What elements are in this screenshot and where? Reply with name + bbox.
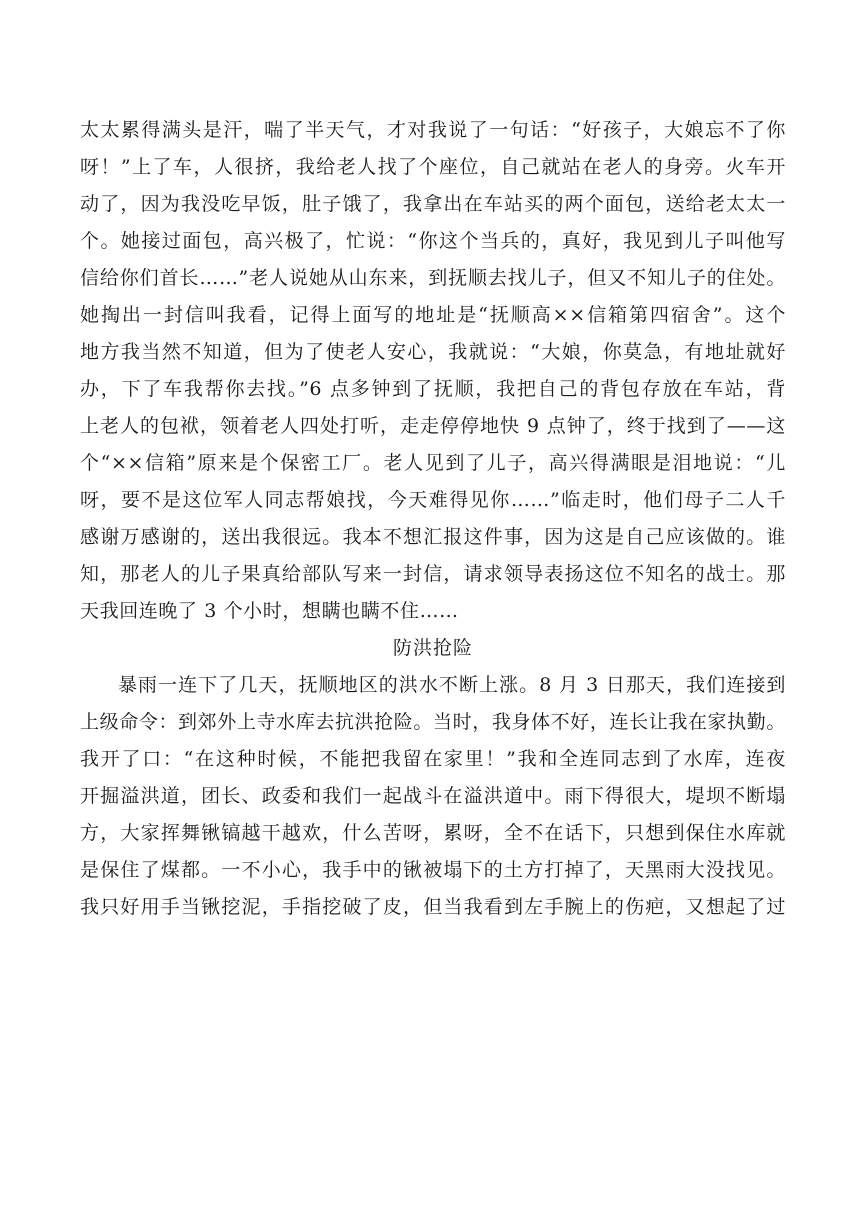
- paragraph-line: 动了，因为我没吃早饭，肚子饿了，我拿出在车站买的两个面包，送给老太太一: [80, 193, 786, 215]
- paragraph-line: 她掏出一封信叫我看，记得上面写的地址是“抚顺高××信箱第四宿舍”。这个: [80, 304, 786, 326]
- story-section-1: [80, 112, 786, 630]
- document-page: [80, 112, 786, 926]
- paragraph-line: 信给你们首长……”老人说她从山东来，到抚顺去找儿子，但又不知儿子的住处。: [80, 267, 786, 289]
- paragraph-line: 感谢万感谢的，送出我很远。我本不想汇报这件事，因为这是自己应该做的。谁: [80, 526, 786, 548]
- paragraph-line: 地方我当然不知道，但为了使老人安心，我就说：“大娘，你莫急，有地址就好: [80, 341, 786, 363]
- paragraph-line: 上级命令：到郊外上寺水库去抗洪抢险。当时，我身体不好，连长让我在家执勤。: [80, 711, 786, 733]
- paragraph-line: 我开了口：“在这种时候，不能把我留在家里！”我和全连同志到了水库，连夜: [80, 748, 786, 770]
- paragraph-line: 暴雨一连下了几天，抚顺地区的洪水不断上涨。8 月 3 日那天，我们连接到: [118, 674, 786, 696]
- paragraph-line: 个“××信箱”原来是个保密工厂。老人见到了儿子，高兴得满眼是泪地说：“儿: [80, 452, 786, 474]
- paragraph-line: 开掘溢洪道，团长、政委和我们一起战斗在溢洪道中。雨下得很大，堤坝不断塌: [80, 785, 786, 807]
- paragraph-line: 是保住了煤都。一不小心，我手中的锹被塌下的土方打掉了，天黑雨大没找见。: [80, 859, 786, 881]
- paragraph-line: 办，下了车我帮你去找。”6 点多钟到了抚顺，我把自己的背包存放在车站，背: [80, 378, 786, 400]
- paragraph-line: 太太累得满头是汗，喘了半天气，才对我说了一句话：“好孩子，大娘忘不了你: [80, 119, 786, 141]
- paragraph-line: 呀！”上了车，人很挤，我给老人找了个座位，自己就站在老人的身旁。火车开: [80, 156, 786, 178]
- paragraph-line: 个。她接过面包，高兴极了，忙说：“你这个当兵的，真好，我见到儿子叫他写: [80, 230, 786, 252]
- paragraph-line: 天我回连晚了 3 个小时，想瞒也瞒不住……: [80, 600, 459, 622]
- paragraph-line: 方，大家挥舞锹镐越干越欢，什么苦呀，累呀，全不在话下，只想到保住水库就: [80, 822, 786, 844]
- paragraph-line: 知，那老人的儿子果真给部队写来一封信，请求领导表扬这位不知名的战士。那: [80, 563, 786, 585]
- paragraph-line: 我只好用手当锹挖泥，手指挖破了皮，但当我看到左手腕上的伤疤，又想起了过: [80, 896, 786, 918]
- paragraph-line: 呀，要不是这位军人同志帮娘找，今天难得见你……”临走时，他们母子二人千: [80, 489, 786, 511]
- story-section-2: [80, 667, 786, 926]
- paragraph-line: 上老人的包袱，领着老人四处打听，走走停停地快 9 点钟了，终于找到了——这: [80, 415, 786, 437]
- section-heading: 防洪抢险: [392, 637, 473, 659]
